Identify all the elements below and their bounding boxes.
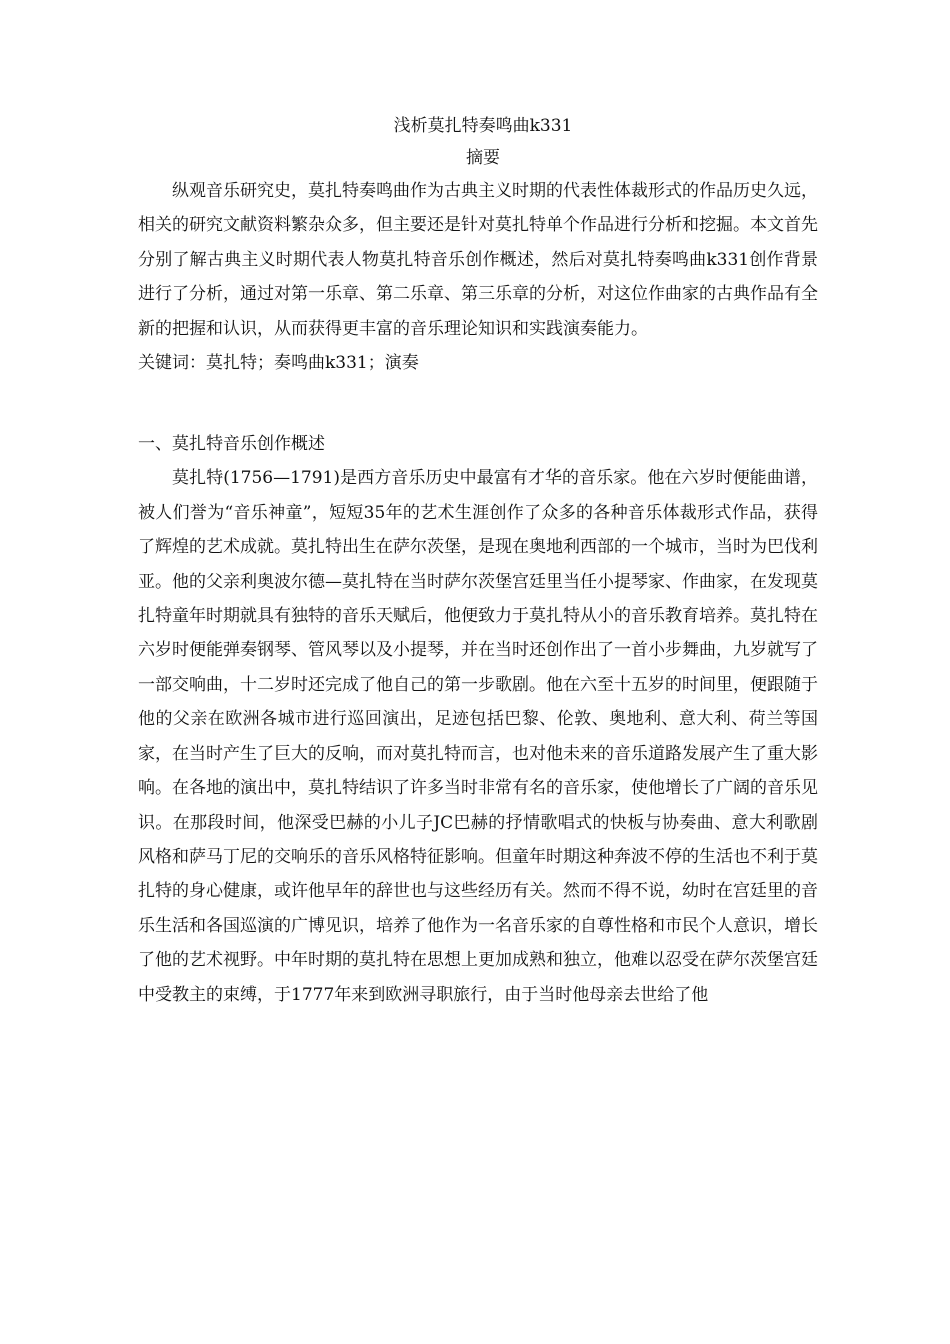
abstract-heading: 摘要 <box>466 148 500 168</box>
section-paragraph: 莫扎特(1756—1791)是西方音乐历史中最富有才华的音乐家。他在六岁时便能曲谱，被人们誉为“音乐神童”，短短35年的艺术生涯创作了众多的各种音乐体裁形式作品，获得了辉煌的艺术成就。莫扎特出生在萨尔茨堡，是现在奥地利西部的一个城市，当时为巴伐利亚。他的父亲利奥波尔德—莫扎特在当时萨尔茨堡宫廷里当任小提琴家、作曲家，在发现莫扎特童年时期就具有独特的音乐天赋后，他便致力于莫扎特从小的音乐教育培养。莫扎特在六岁时便能弹奏钢琴、管风琴以及小提琴，并在当时还创作出了一首小步舞曲，九岁就写了一部交响曲，十二岁时还完成了他自己的第一步歌剧。他在六至十五岁的时间里，便跟随于他的父亲在欧洲各城市进行巡回演出，足迹包括巴黎、伦敦、奥地利、意大利、荷兰等国家，在当时产生了巨大的反响，而对莫扎特而言，也对他未来的音乐道路发展产生了重大影响。在各地的演出中，莫扎特结识了许多当时非常有名的音乐家，使他增长了广阔的音乐见识。在那段时间，他深受巴赫的小儿子JC巴赫的抒情歌唱式的快板与协奏曲、意大利歌剧风格和萨马丁尼的交响乐的音乐风格特征影响。但童年时期这种奔波不停的生活也不利于莫扎特的身心健康，或许他早年的辞世也与这些经历有关。然而不得不说，幼时在宫廷里的音乐生活和各国巡演的广博见识，培养了他作为一名音乐家的自尊性格和市民个人意识，增长了他的艺术视野。中年时期的莫扎特在思想上更加成熟和独立，他难以忍受在萨尔茨堡宫廷中受教主的束缚，于1777年来到欧洲寻职旅行，由于当时他母亲去世给了他 <box>138 468 818 1005</box>
document-title: 浅析莫扎特奏鸣曲k331 <box>393 116 573 136</box>
keywords-line: 关键词：莫扎特；奏鸣曲k331；演奏 <box>138 353 419 374</box>
document-page <box>138 110 818 1012</box>
abstract-paragraph: 纵观音乐研究史，莫扎特奏鸣曲作为古典主义时期的代表性体裁形式的作品历史久远，相关的研究文献资料繁杂众多，但主要还是针对莫扎特单个作品进行分析和挖掘。本文首先分别了解古典主义时期代表人物莫扎特音乐创作概述，然后对莫扎特奏鸣曲k331创作背景进行了分析，通过对第一乐章、第二乐章、第三乐章的分析，对这位作曲家的古典作品有全新的把握和认识，从而获得更丰富的音乐理论知识和实践演奏能力。 <box>138 181 818 339</box>
section-heading: 一、莫扎特音乐创作概述 <box>138 434 325 455</box>
